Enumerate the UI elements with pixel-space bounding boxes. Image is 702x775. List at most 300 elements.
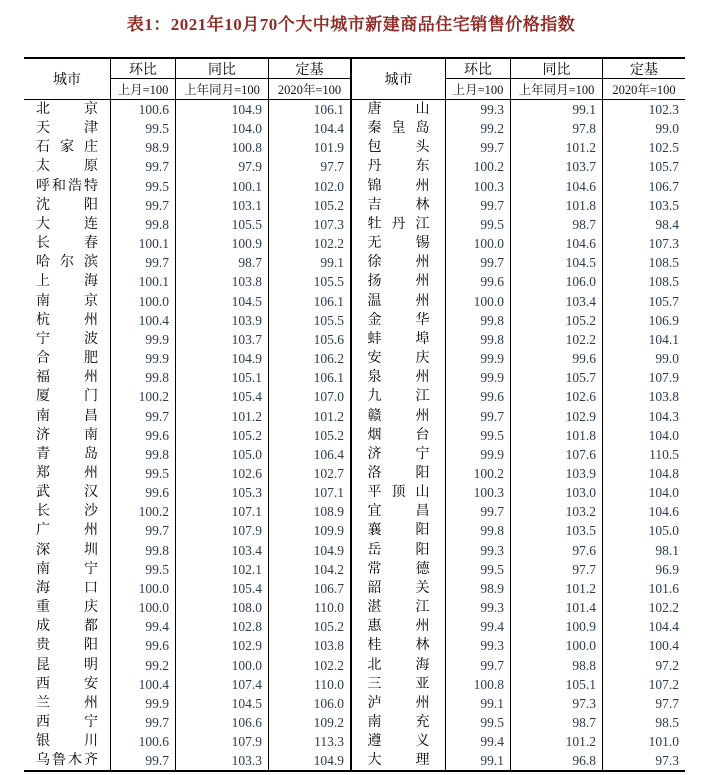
index-value-cell: 99.4 xyxy=(445,617,510,636)
index-value-cell: 107.9 xyxy=(175,732,268,751)
city-name-cell xyxy=(352,502,445,521)
index-value-cell: 102.1 xyxy=(175,560,268,579)
index-value-cell: 100.8 xyxy=(175,138,268,157)
index-value-cell: 105.1 xyxy=(175,368,268,387)
index-value-cell: 102.7 xyxy=(268,464,350,483)
city-name: 石家庄 xyxy=(36,140,98,156)
table-header-left xyxy=(24,59,350,100)
city-name-cell xyxy=(24,579,110,598)
index-value-cell: 103.7 xyxy=(510,157,602,176)
city-name: 烟台 xyxy=(367,427,430,443)
city-name-cell xyxy=(352,387,445,406)
index-value-cell: 104.6 xyxy=(510,177,602,196)
index-value-cell: 99.9 xyxy=(445,349,510,368)
index-value-cell: 100.0 xyxy=(110,292,175,311)
index-value-cell: 97.3 xyxy=(602,751,685,770)
index-value-cell: 102.2 xyxy=(510,330,602,349)
city-name-cell xyxy=(352,751,445,770)
city-name: 福州 xyxy=(36,370,98,386)
index-value-cell: 104.9 xyxy=(175,100,268,119)
city-name-cell xyxy=(24,636,110,655)
index-value-cell: 98.8 xyxy=(510,656,602,675)
index-value-cell: 107.3 xyxy=(602,234,685,253)
index-value-cell: 97.8 xyxy=(510,119,602,138)
index-value-cell: 97.2 xyxy=(602,656,685,675)
city-name: 厦门 xyxy=(36,389,98,405)
city-name: 韶关 xyxy=(367,580,430,596)
city-name: 金华 xyxy=(367,312,430,328)
index-value-cell: 97.3 xyxy=(510,694,602,713)
index-value-cell: 105.6 xyxy=(268,330,350,349)
index-value-cell: 99.5 xyxy=(445,215,510,234)
index-value-cell: 105.4 xyxy=(175,579,268,598)
city-name-cell xyxy=(352,407,445,426)
index-value-cell: 98.9 xyxy=(445,579,510,598)
city-name-cell xyxy=(24,349,110,368)
index-value-cell: 99.2 xyxy=(445,119,510,138)
city-name: 襄阳 xyxy=(367,523,430,539)
index-value-cell: 103.9 xyxy=(510,464,602,483)
index-value-cell: 99.8 xyxy=(110,368,175,387)
index-value-cell: 98.9 xyxy=(110,138,175,157)
index-value-cell: 104.6 xyxy=(510,234,602,253)
city-name: 郑州 xyxy=(36,465,98,481)
table-title: 表1：2021年10月70个大中城市新建商品住宅销售价格指数 xyxy=(126,15,576,34)
city-name: 长沙 xyxy=(36,504,98,520)
index-value-cell: 100.1 xyxy=(175,177,268,196)
index-value-cell: 103.7 xyxy=(175,330,268,349)
index-value-cell: 105.0 xyxy=(602,521,685,540)
city-name: 天津 xyxy=(36,121,98,137)
table-left-half xyxy=(24,59,350,770)
index-value-cell: 103.4 xyxy=(175,541,268,560)
index-value-cell: 99.5 xyxy=(445,713,510,732)
index-value-cell: 99.3 xyxy=(445,636,510,655)
city-name: 南京 xyxy=(36,293,98,309)
city-name: 岳阳 xyxy=(367,542,430,558)
city-name: 广州 xyxy=(36,523,98,539)
index-value-cell: 104.9 xyxy=(268,751,350,770)
index-value-cell: 99.6 xyxy=(110,426,175,445)
index-value-cell: 103.0 xyxy=(510,483,602,502)
index-value-cell: 99.9 xyxy=(110,694,175,713)
index-value-cell: 99.3 xyxy=(445,598,510,617)
column-subheader-mom: 上月=100 xyxy=(445,79,510,99)
index-value-cell: 106.9 xyxy=(602,311,685,330)
index-value-cell: 104.5 xyxy=(510,253,602,272)
index-value-cell: 99.6 xyxy=(445,272,510,291)
city-name: 济南 xyxy=(36,427,98,443)
city-name-cell xyxy=(352,541,445,560)
index-value-cell: 106.0 xyxy=(510,272,602,291)
city-name: 武汉 xyxy=(36,485,98,501)
city-name: 泉州 xyxy=(367,370,430,386)
index-value-cell: 101.8 xyxy=(510,196,602,215)
index-value-cell: 102.2 xyxy=(268,656,350,675)
city-name: 哈尔滨 xyxy=(36,255,98,271)
index-value-cell: 100.2 xyxy=(110,387,175,406)
index-value-cell: 105.2 xyxy=(510,311,602,330)
city-name-cell xyxy=(352,464,445,483)
city-name: 北京 xyxy=(36,102,98,117)
index-value-cell: 113.3 xyxy=(268,732,350,751)
city-name-cell xyxy=(24,751,110,770)
index-value-cell: 99.5 xyxy=(110,560,175,579)
column-header-mom: 环比 xyxy=(445,59,510,79)
index-value-cell: 102.6 xyxy=(510,387,602,406)
index-value-cell: 100.9 xyxy=(175,234,268,253)
city-name-cell xyxy=(24,119,110,138)
city-name: 长春 xyxy=(36,236,98,252)
index-value-cell: 99.6 xyxy=(445,387,510,406)
column-header-city: 城市 xyxy=(384,73,413,88)
index-value-cell: 100.9 xyxy=(510,617,602,636)
city-name: 温州 xyxy=(367,293,430,309)
index-value-cell: 104.8 xyxy=(602,464,685,483)
index-value-cell: 108.5 xyxy=(602,253,685,272)
index-value-cell: 103.4 xyxy=(510,292,602,311)
index-value-cell: 99.7 xyxy=(445,253,510,272)
index-value-cell: 99.8 xyxy=(445,311,510,330)
index-value-cell: 102.8 xyxy=(175,617,268,636)
index-value-cell: 105.3 xyxy=(175,483,268,502)
city-name: 成都 xyxy=(36,619,98,635)
index-value-cell: 102.5 xyxy=(602,138,685,157)
index-value-cell: 100.6 xyxy=(110,732,175,751)
index-value-cell: 107.9 xyxy=(175,521,268,540)
index-value-cell: 108.9 xyxy=(268,502,350,521)
index-value-cell: 99.7 xyxy=(110,521,175,540)
city-name-cell xyxy=(352,368,445,387)
column-header-mom: 环比 xyxy=(110,59,175,79)
city-name-cell xyxy=(24,617,110,636)
city-name: 徐州 xyxy=(367,255,430,271)
index-value-cell: 99.7 xyxy=(445,407,510,426)
index-value-cell: 100.4 xyxy=(110,675,175,694)
index-value-cell: 107.1 xyxy=(175,502,268,521)
city-name-cell xyxy=(352,196,445,215)
index-value-cell: 106.0 xyxy=(268,694,350,713)
index-value-cell: 103.9 xyxy=(175,311,268,330)
city-name: 青岛 xyxy=(36,446,98,462)
index-value-cell: 99.8 xyxy=(110,445,175,464)
index-value-cell: 110.0 xyxy=(268,598,350,617)
index-value-cell: 103.5 xyxy=(510,521,602,540)
index-value-cell: 103.5 xyxy=(602,196,685,215)
city-name-cell xyxy=(352,656,445,675)
city-name-cell xyxy=(352,445,445,464)
index-value-cell: 99.9 xyxy=(445,445,510,464)
column-subheader-mom: 上月=100 xyxy=(110,79,175,99)
table-right-half xyxy=(350,59,685,770)
index-value-cell: 105.4 xyxy=(175,387,268,406)
city-name: 泸州 xyxy=(367,695,430,711)
index-value-cell: 104.0 xyxy=(175,119,268,138)
city-name-cell xyxy=(24,598,110,617)
city-name-cell xyxy=(352,330,445,349)
index-value-cell: 104.6 xyxy=(602,502,685,521)
index-value-cell: 105.0 xyxy=(175,445,268,464)
table-header-right xyxy=(352,59,685,100)
index-value-cell: 107.2 xyxy=(602,675,685,694)
index-value-cell: 104.9 xyxy=(268,541,350,560)
index-value-cell: 99.5 xyxy=(445,426,510,445)
index-value-cell: 100.4 xyxy=(602,636,685,655)
column-header-yoy: 同比 xyxy=(175,59,268,79)
index-value-cell: 104.5 xyxy=(175,292,268,311)
index-value-cell: 100.2 xyxy=(110,502,175,521)
index-value-cell: 99.5 xyxy=(110,464,175,483)
index-value-cell: 99.1 xyxy=(445,751,510,770)
index-value-cell: 96.9 xyxy=(602,560,685,579)
city-name: 平顶山 xyxy=(367,485,430,501)
index-value-cell: 100.3 xyxy=(445,483,510,502)
index-value-cell: 104.9 xyxy=(175,349,268,368)
index-value-cell: 98.1 xyxy=(602,541,685,560)
city-name-cell xyxy=(352,598,445,617)
index-value-cell: 99.7 xyxy=(110,713,175,732)
city-name-cell xyxy=(24,100,110,119)
index-value-cell: 99.9 xyxy=(110,330,175,349)
index-value-cell: 100.0 xyxy=(175,656,268,675)
city-name-cell xyxy=(352,349,445,368)
city-name: 深圳 xyxy=(36,542,98,558)
city-name-cell xyxy=(352,100,445,119)
city-name-cell xyxy=(24,407,110,426)
index-value-cell: 105.2 xyxy=(268,617,350,636)
index-value-cell: 99.1 xyxy=(445,694,510,713)
city-name-cell xyxy=(352,177,445,196)
city-name: 贵阳 xyxy=(36,638,98,654)
index-value-cell: 99.9 xyxy=(110,349,175,368)
price-index-table xyxy=(24,57,685,772)
index-value-cell: 100.1 xyxy=(110,234,175,253)
column-subheader-yoy: 上年同月=100 xyxy=(175,79,268,99)
city-name-cell xyxy=(24,713,110,732)
column-subheader-fixed-base: 2020年=100 xyxy=(268,79,350,99)
index-value-cell: 99.0 xyxy=(602,119,685,138)
index-value-cell: 104.0 xyxy=(602,483,685,502)
index-value-cell: 101.6 xyxy=(602,579,685,598)
index-value-cell: 107.9 xyxy=(602,368,685,387)
city-name-cell xyxy=(24,541,110,560)
index-value-cell: 99.2 xyxy=(110,656,175,675)
index-value-cell: 99.5 xyxy=(445,560,510,579)
city-name: 北海 xyxy=(367,657,430,673)
city-name-cell xyxy=(24,732,110,751)
index-value-cell: 108.0 xyxy=(175,598,268,617)
city-name-cell xyxy=(352,483,445,502)
index-value-cell: 108.5 xyxy=(602,272,685,291)
city-name-cell xyxy=(24,272,110,291)
index-value-cell: 106.1 xyxy=(268,292,350,311)
city-name-cell xyxy=(24,445,110,464)
index-value-cell: 99.6 xyxy=(110,636,175,655)
index-value-cell: 110.5 xyxy=(602,445,685,464)
index-value-cell: 99.7 xyxy=(110,407,175,426)
index-value-cell: 104.5 xyxy=(175,694,268,713)
index-value-cell: 105.7 xyxy=(510,368,602,387)
city-name-cell xyxy=(24,368,110,387)
city-name-cell xyxy=(352,636,445,655)
city-name-cell xyxy=(24,177,110,196)
index-value-cell: 99.1 xyxy=(268,253,350,272)
city-name: 西宁 xyxy=(36,715,98,730)
index-value-cell: 99.1 xyxy=(510,100,602,119)
index-value-cell: 102.6 xyxy=(175,464,268,483)
city-name: 海口 xyxy=(36,580,98,596)
table-body-left xyxy=(24,100,350,770)
index-value-cell: 99.7 xyxy=(445,502,510,521)
city-name-cell xyxy=(352,234,445,253)
index-value-cell: 99.7 xyxy=(445,656,510,675)
index-value-cell: 97.7 xyxy=(510,560,602,579)
index-value-cell: 99.7 xyxy=(110,196,175,215)
index-value-cell: 104.3 xyxy=(602,407,685,426)
city-name-cell xyxy=(352,119,445,138)
city-name-cell xyxy=(352,579,445,598)
city-name: 宁波 xyxy=(36,331,98,347)
city-name: 太原 xyxy=(36,159,98,175)
index-value-cell: 98.5 xyxy=(602,713,685,732)
index-value-cell: 103.1 xyxy=(175,196,268,215)
city-name-cell xyxy=(24,234,110,253)
index-value-cell: 99.7 xyxy=(445,196,510,215)
index-value-cell: 99.0 xyxy=(602,349,685,368)
index-value-cell: 102.0 xyxy=(268,177,350,196)
index-value-cell: 98.7 xyxy=(510,215,602,234)
city-name-cell xyxy=(24,521,110,540)
city-name: 呼和浩特 xyxy=(36,178,98,194)
index-value-cell: 98.7 xyxy=(510,713,602,732)
city-name: 合肥 xyxy=(36,351,98,367)
index-value-cell: 106.7 xyxy=(268,579,350,598)
index-value-cell: 97.9 xyxy=(175,157,268,176)
city-name-cell xyxy=(352,426,445,445)
city-name-cell xyxy=(352,215,445,234)
index-value-cell: 101.2 xyxy=(510,579,602,598)
index-value-cell: 107.1 xyxy=(268,483,350,502)
index-value-cell: 105.1 xyxy=(510,675,602,694)
column-subheader-fixed-base: 2020年=100 xyxy=(602,79,685,99)
index-value-cell: 99.6 xyxy=(510,349,602,368)
city-name-cell xyxy=(352,732,445,751)
city-name: 杭州 xyxy=(36,312,98,328)
city-name-cell xyxy=(352,157,445,176)
city-name-cell xyxy=(24,464,110,483)
index-value-cell: 97.7 xyxy=(268,157,350,176)
city-name: 沈阳 xyxy=(36,197,98,213)
city-name: 蚌埠 xyxy=(367,331,430,347)
city-name-cell xyxy=(24,675,110,694)
index-value-cell: 98.4 xyxy=(602,215,685,234)
index-value-cell: 107.6 xyxy=(510,445,602,464)
index-value-cell: 105.2 xyxy=(268,426,350,445)
index-value-cell: 99.7 xyxy=(110,157,175,176)
index-value-cell: 100.1 xyxy=(110,272,175,291)
index-value-cell: 96.8 xyxy=(510,751,602,770)
city-name: 兰州 xyxy=(36,695,98,711)
city-name: 济宁 xyxy=(367,446,430,462)
city-name: 秦皇岛 xyxy=(367,121,430,137)
index-value-cell: 105.2 xyxy=(268,196,350,215)
city-name: 安庆 xyxy=(367,351,430,367)
column-header-fixed-base: 定基 xyxy=(268,59,350,79)
city-name: 银川 xyxy=(36,734,98,750)
index-value-cell: 97.6 xyxy=(510,541,602,560)
city-name-cell xyxy=(24,196,110,215)
city-name-cell xyxy=(352,694,445,713)
index-value-cell: 101.2 xyxy=(268,407,350,426)
city-name-cell xyxy=(352,617,445,636)
table-body-right xyxy=(352,100,685,770)
city-name: 惠州 xyxy=(367,619,430,635)
city-name-cell xyxy=(24,426,110,445)
city-name: 吉林 xyxy=(367,197,430,213)
city-name: 宜昌 xyxy=(367,504,430,520)
index-value-cell: 101.8 xyxy=(510,426,602,445)
index-value-cell: 101.9 xyxy=(268,138,350,157)
city-name-cell xyxy=(352,560,445,579)
index-value-cell: 104.4 xyxy=(602,617,685,636)
index-value-cell: 99.6 xyxy=(110,483,175,502)
index-value-cell: 105.7 xyxy=(602,292,685,311)
city-name-cell xyxy=(24,253,110,272)
index-value-cell: 102.2 xyxy=(268,234,350,253)
city-name: 桂林 xyxy=(367,638,430,654)
city-name: 大连 xyxy=(36,216,98,232)
index-value-cell: 100.4 xyxy=(110,311,175,330)
city-name-cell xyxy=(352,675,445,694)
index-value-cell: 101.2 xyxy=(175,407,268,426)
index-value-cell: 101.2 xyxy=(510,732,602,751)
index-value-cell: 99.8 xyxy=(110,541,175,560)
index-value-cell: 100.0 xyxy=(445,234,510,253)
city-name-cell xyxy=(24,483,110,502)
index-value-cell: 103.3 xyxy=(175,751,268,770)
city-name-cell xyxy=(24,694,110,713)
index-value-cell: 99.7 xyxy=(110,253,175,272)
city-name-cell xyxy=(24,560,110,579)
index-value-cell: 101.2 xyxy=(510,138,602,157)
city-name-cell xyxy=(352,521,445,540)
city-name: 遵义 xyxy=(367,734,430,750)
city-name: 乌鲁木齐 xyxy=(36,753,98,769)
index-value-cell: 99.3 xyxy=(445,541,510,560)
city-name-cell xyxy=(24,215,110,234)
city-name: 锦州 xyxy=(367,178,430,194)
index-value-cell: 99.7 xyxy=(110,751,175,770)
city-name-cell xyxy=(24,387,110,406)
index-value-cell: 99.4 xyxy=(110,617,175,636)
city-name: 扬州 xyxy=(367,274,430,290)
city-name: 西安 xyxy=(36,676,98,692)
city-name-cell xyxy=(24,138,110,157)
index-value-cell: 101.0 xyxy=(602,732,685,751)
index-value-cell: 102.9 xyxy=(510,407,602,426)
city-name: 丹东 xyxy=(367,159,430,175)
city-name: 牡丹江 xyxy=(367,216,430,232)
index-value-cell: 100.0 xyxy=(510,636,602,655)
city-name-cell xyxy=(352,253,445,272)
index-value-cell: 99.7 xyxy=(445,138,510,157)
city-name-cell xyxy=(352,713,445,732)
city-name-cell xyxy=(24,292,110,311)
index-value-cell: 100.3 xyxy=(445,177,510,196)
index-value-cell: 100.2 xyxy=(445,157,510,176)
city-name-cell xyxy=(24,157,110,176)
index-value-cell: 99.5 xyxy=(110,119,175,138)
